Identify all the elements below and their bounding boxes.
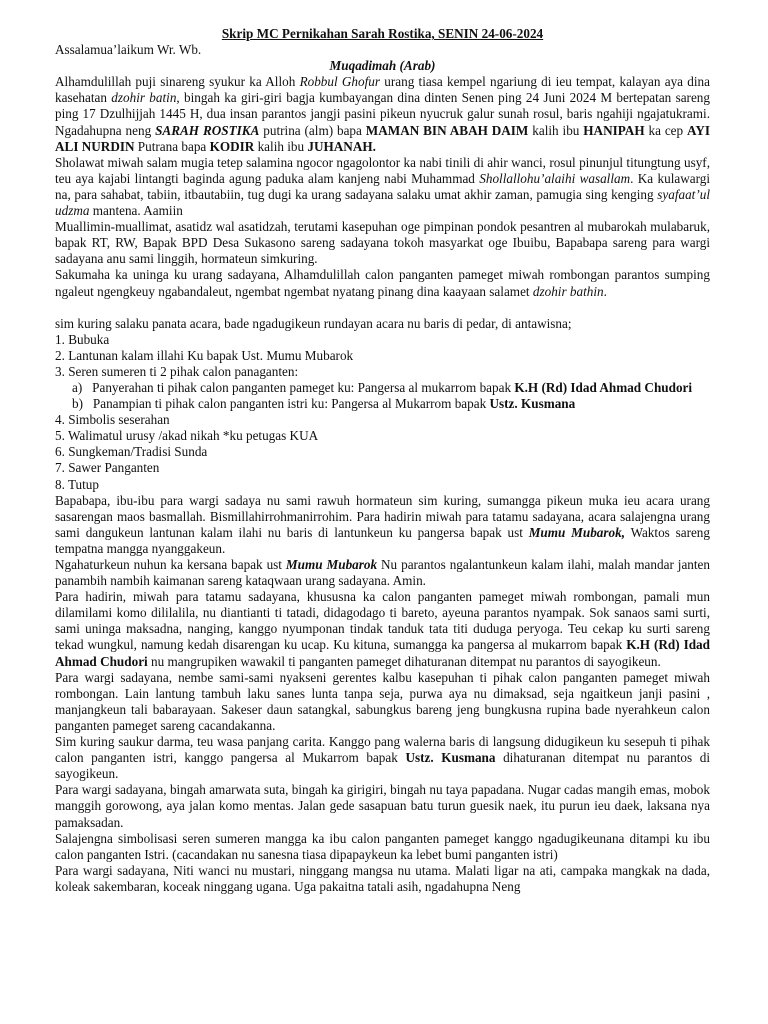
- text-run: dihaturanan ditempat nu parantos di sayogikeun.: [55, 750, 710, 782]
- groom-father-name: KODIR: [209, 138, 255, 154]
- agenda-item: 1. Bubuka: [55, 331, 110, 347]
- paragraph-salutation: Muallimin-muallimat, asatidz wal asatidzah, terutami kasepuhan oge pimpinan pondok pesantren al mubarokah mulabaruk, bapak RT, RW, Bapak BPD Desa Sukasono sareng sadayana tokoh masyarkat oge Ibuibu, Bapabapa sareng para wargi sadayana anu sami linggih, hormateun simkuring.: [55, 219, 710, 267]
- agenda-item: 8. Tutup: [55, 476, 99, 492]
- agenda-item: 7. Sawer Panganten: [55, 460, 160, 476]
- section-subtitle: Muqadimah (Arab): [329, 58, 436, 74]
- agenda-item: 4. Simbolis seserahan: [55, 412, 170, 428]
- text-run: Para hadirin, miwah para tatamu sadayana, khususna ka calon panganten pameget miwah rombongan, pamali mun dilamilami komo dililalila, nu diantianti ti tatadi, didagodago ti bareto, ayeuna parantos nyampak. Sok sanaos sami surti, sami uninga maksadna, nanging, kanggo nyumponan tindak tanduk tata titi duduga peryoga. Teu cekap ku surti sareng tekad wungkul, namung kedah disarengan ku ucap. Ku kituna, sumangga ka pangersa al mukarrom bapak: [55, 589, 710, 653]
- blank-line: [55, 300, 710, 316]
- text-run: ka cep: [644, 122, 688, 138]
- reciter-name: Mumu Mubarok: [285, 557, 378, 572]
- reciter-name: Mumu Mubarok,: [528, 524, 626, 540]
- text-italic: Robbul Ghofur: [299, 74, 381, 90]
- representative-name: Ustz. Kusmana: [489, 396, 576, 412]
- text-run: urang tiasa kempel ngariung di ieu tempat, kalayan aya dina kasehatan: [55, 74, 710, 106]
- text-italic: dzohir batin: [111, 90, 177, 106]
- paragraph-symbolic: Salajengna simbolisasi seren sumeren mangga ka ibu calon panganten pameget kanggo ngadugikeunana ditampi ku ibu calon panganten Istri. (cacandakan nu sanesna tiasa dipapaykeun ka lebet bumi panganten istri): [55, 830, 710, 862]
- text-run: .: [603, 283, 607, 299]
- representative-name: K.H (Rd) Idad Ahmad Chudori: [514, 379, 693, 395]
- agenda-item: 5. Walimatul urusy /akad nikah *ku petugas KUA: [55, 428, 319, 444]
- paragraph-agenda-intro: sim kuring salaku panata acara, bade ngadugikeun rundayan acara nu baris di pedar, di antawisna;: [55, 315, 572, 331]
- text-run: , bingah ka giri-giri bagja kumbayangan dina dinten Senen ping 24 Juni 2024 M bertepatan sareng ping 17 Dzulhijjah 1445 H, dua insan parantos jangji pasini pikeun nyucruk galur sunah rosul, baris ngahiji ngajatukrami. Ngadahupna neng: [55, 90, 710, 138]
- paragraph-reply: [55, 734, 710, 782]
- paragraph-thanks: [55, 557, 710, 589]
- bride-mother-name: HANIPAH: [583, 122, 645, 138]
- text-run: . Ka kulawargi na, para sahabat, tabiin, itbautabiin, tug dugi ka urang sadayana salaku umat akhir zaman, pamugia sing kenging: [55, 170, 710, 202]
- agenda-item: 6. Sungkeman/Tradisi Sunda: [55, 444, 208, 460]
- text-italic: dzohir bathin: [532, 283, 604, 299]
- paragraph-joy: Para wargi sadayana, bingah amarwata suta, bingah ka girigiri, bingah nu taya papadana. Nugar cadas mangih emas, mobok manggih gorowong, aya jalan komo mentas. Jalan gede sasapuan batu turun guesik naek, itu purun ieu daek, laksana nya pamaksadan.: [55, 782, 710, 830]
- paragraph-opening-event: [55, 493, 710, 557]
- text-run: Bapabapa, ibu-ibu para wargi sadaya nu sami rawuh hormateun sim kuring, sumangga pikeun muka ieu acara urang sasarengan maos basmallah. Bismillahirrohmanirrohim. Para hadirin miwah para tatamu sadayana, acara salajengna urang sami dangukeun lantunan kalam ilahi nu baris di lantunkeun ku pangersa bapak ust: [55, 492, 710, 540]
- paragraph-opening: [55, 74, 710, 154]
- agenda-item: 2. Lantunan kalam illahi Ku bapak Ust. Mumu Mubarok: [55, 347, 354, 363]
- text-run: b) Panampian ti pihak calon panganten istri ku: Pangersa al Mukarrom bapak: [72, 396, 490, 412]
- agenda-subitem: [55, 396, 710, 412]
- text-run: Nu parantos ngalantunkeun kalam ilahi, malah mandar janten panambih nambih kaimanan sareng kataqwaan urang sadayana. Amin.: [55, 557, 711, 589]
- paragraph-sholawat: [55, 155, 710, 219]
- text-run: kalih ibu: [254, 138, 308, 154]
- groom-mother-name: JUHANAH.: [307, 138, 376, 154]
- text-run: Alhamdulillah puji sinareng syukur ka Alloh: [55, 74, 300, 90]
- agenda-subitem: [55, 380, 710, 396]
- paragraph-closing: Para wargi sadayana, Niti wanci nu mustari, ninggang mangsa nu utama. Malati ligar na ati, campaka mangkak na dada, koleak sakembaran, koceak ninggang ugana. Uga pakaitna tatali asih, ngadahupna Neng: [55, 862, 710, 894]
- text-run: Sakumaha ka uninga ku urang sadayana, Alhamdulillah calon panganten pameget miwah rombongan parantos sumping ngaleut ngengkeuy ngabandaleut, ngembat ngembat nyatang pinang dina kaayaan salamet: [55, 267, 710, 299]
- agenda-list: [55, 332, 710, 493]
- text-run: Putrana bapa: [134, 138, 210, 154]
- groom-name: AYI ALI NURDIN: [55, 122, 710, 154]
- text-run: Sholawat miwah salam mugia tetep salamina ngocor ngagolontor ka nabi tinili di ahir wanci, rosul pinunjul titungtung usyf, teu aya kajabi lintangti baginda agung paduka alam kanjeng nabi Muhammad: [55, 154, 710, 186]
- document-title: Skrip MC Pernikahan Sarah Rostika, SENIN 24-06-2024: [221, 26, 544, 41]
- greeting: Assalamua’laikum Wr. Wb.: [55, 42, 202, 58]
- text-run: mantena. Aamiin: [89, 203, 183, 219]
- paragraph-handover: [55, 589, 710, 669]
- representative-name: Ustz. Kusmana: [405, 750, 496, 766]
- text-run: putrina (alm) bapa: [259, 122, 366, 138]
- text-run: a) Panyerahan ti pihak calon panganten pameget ku: Pangersa al mukarrom bapak: [72, 379, 515, 395]
- representative-name: K.H (Rd) Idad Ahmad Chudori: [55, 637, 710, 669]
- text-run: Waktos sareng tempatna mangga nyanggakeun.: [55, 524, 710, 556]
- text-italic: Shollallohu’alaihi wasallam: [479, 170, 631, 186]
- text-run: kalih ibu: [528, 122, 584, 138]
- agenda-item: 3. Seren sumeren ti 2 pihak calon panaganten:: [55, 363, 299, 379]
- text-run: Ngahaturkeun nuhun ka kersana bapak ust: [55, 557, 286, 572]
- paragraph-witness: Para wargi sadayana, nembe sami-sami nyakseni gerentes kalbu kasepuhan ti pihak calon panganten pameget miwah rombongan. Lain lantung tambuh laku sanes lunta tanpa seja, purwa aya nu dimaksad, seja ngaitkeun janji pasini , manjangkeun tali babarayaan. Sakeser daun satangkal, sabungkus bareng jeng bungkusna rupina bade nyerahkeun calon panganten pameget sareng cacandakanna.: [55, 669, 710, 733]
- bride-father-name: MAMAN BIN ABAH DAIM: [365, 122, 529, 138]
- text-run: Sim kuring saukur darma, teu wasa panjang carita. Kanggo pang walerna baris di langsung didugikeun ku sesepuh ti pihak calon panganten istri, kanggo pangersa al Mukarrom bapak: [55, 734, 710, 766]
- bride-name: SARAH ROSTIKA: [155, 122, 260, 138]
- paragraph-arrival: [55, 267, 710, 299]
- text-run: nu mangrupiken wawakil ti panganten pameget dihaturanan ditempat nu parantos di sayogikeun.: [147, 653, 661, 669]
- text-italic: syafaat’ul udzma: [55, 186, 710, 219]
